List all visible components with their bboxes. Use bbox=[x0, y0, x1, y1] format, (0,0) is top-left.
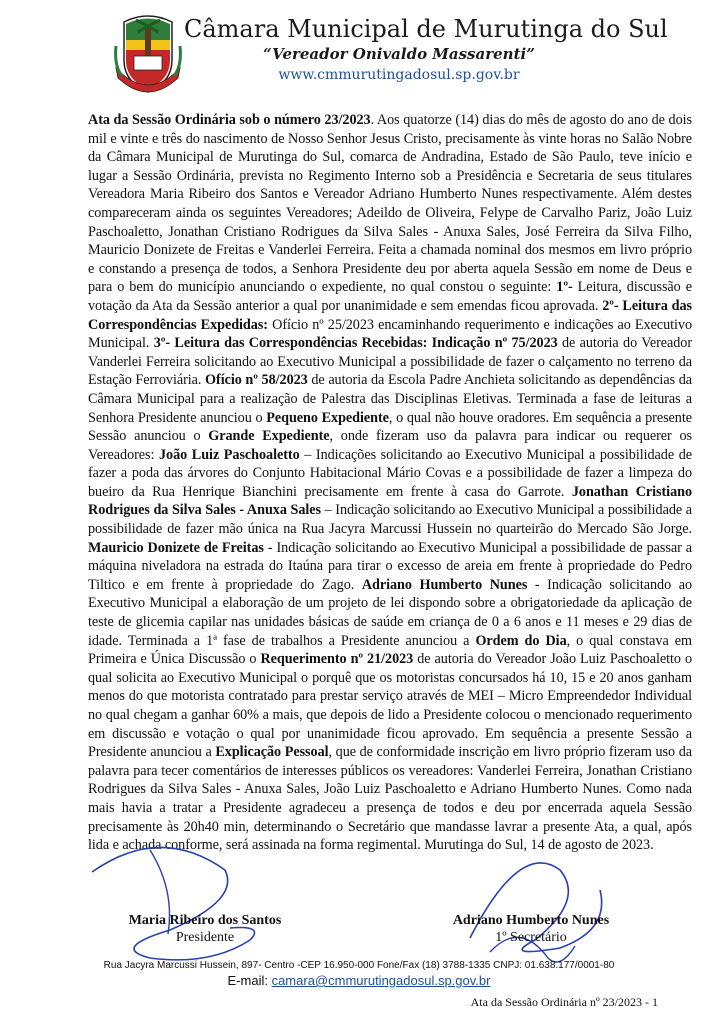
minutes-bold-run: Explicação Pessoal bbox=[215, 744, 329, 761]
minutes-bold-run: Requerimento nº 21/2023 bbox=[260, 651, 414, 668]
footer-address: Rua Jacyra Marcussi Hussein, 897- Centro -CEP 16.950-000 Fone/Fax (18) 3788-1335 CNPJ: 01.638.177/0001-80 bbox=[103, 960, 615, 971]
footer bbox=[0, 960, 718, 988]
signature-name-president: Maria Ribeiro dos Santos bbox=[128, 913, 282, 928]
signature-name-secretary: Adriano Humberto Nunes bbox=[452, 913, 610, 928]
minutes-bold-run: Ofício nº 58/2023 bbox=[205, 372, 308, 389]
minutes-text-run: de autoria da Escola Padre Anchieta solicitando as dependências da Câmara Municipal para a realização de Palestra das Disciplinas Eletivas. Terminada a fase de leituras a Senhora Presidente anunciou o bbox=[88, 372, 692, 426]
footer-email-link[interactable]: camara@cmmurutingadosul.sp.gov.br bbox=[271, 973, 491, 988]
chamber-subtitle: “Vereador Onivaldo Massarenti” bbox=[263, 45, 535, 63]
minutes-bold-run: Mauricio Donizete de Freitas bbox=[88, 539, 264, 556]
minutes-text-run: , o qual não houve oradores. Em sequência a presente Sessão anunciou o bbox=[88, 409, 692, 445]
letterhead bbox=[0, 0, 718, 110]
minutes-bold-run: Grande Expediente bbox=[208, 428, 330, 445]
footer-email-line bbox=[0, 973, 718, 988]
minutes-bold-run: Pequeno Expediente bbox=[266, 409, 389, 426]
signature-role-secretary: 1º Secretário bbox=[495, 930, 567, 945]
minutes-text-run: , o qual constava em Primeira e Única Discussão o bbox=[88, 632, 692, 668]
minutes-bold-run: Jonathan Cristiano Rodrigues da Silva Sales - Anuxa Sales bbox=[88, 483, 692, 519]
minutes-text-run: , onde fizeram uso da palavra para indicar ou requerer os Vereadores: bbox=[88, 428, 693, 463]
minutes-bold-run: Ordem do Dia bbox=[475, 632, 567, 649]
chamber-title: Câmara Municipal de Murutinga do Sul bbox=[184, 15, 668, 43]
minutes-text-run: – Indicação solicitando ao Executivo Municipal a possibilidade a possibilidade de fazer mão única na Rua Jacyra Marcussi Hussein no quarteirão do Mercado São Jorge. bbox=[88, 502, 692, 538]
minutes-text-run: de autoria do Vereador João Luiz Paschoaletto o qual solicita ao Executivo Municipal o porquê que os motoristas concursados há 10, 15 e 20 anos ganham menos do que motorista contratado para prestar serviço através de MEI – Micro Empreendedor Individual no qual chegam a ganhar 60% a mais, que depois de lido a Presidente colocou o mencionado requerimento em discussão e votação o qual por unanimidade ficou aprovado. Em sequência a presente Sessão a Presidente anunciou a bbox=[88, 651, 692, 761]
minutes-text-run: - Indicação solicitando ao Executivo Municipal a possibilidade de passar a máquina niveladora na estrada do Itaúna para tirar o excesso de areia em frente à propriedade do Pedro Tiltico e em frente à propriedade do Zago. bbox=[88, 539, 692, 593]
minutes-body-text bbox=[88, 111, 692, 855]
minutes-text-run: de autoria do Vereador Vanderlei Ferreira solicitando ao Executivo Municipal a possibilidade de fazer o calçamento no terreno da Estação Ferroviária. bbox=[88, 335, 692, 389]
minutes-bold-run: 3º- Leitura das Correspondências Recebidas: Indicação nº 75/2023 bbox=[153, 335, 558, 352]
minutes-text-run: – Indicações solicitando ao Executivo Municipal a possibilidade de fazer a poda das árvores do Conjunto Habitacional Mário Covas e a possibilidade de fazer a limpeza do bueiro da Rua Henrique Bianchini precisamente em frente à casa do Garrote. bbox=[88, 446, 692, 500]
minutes-text-run: , que de conformidade inscrição em livro próprio fizeram uso da palavra para tecer comentários de interesses públicos os vereadores: Vanderlei Ferreira, Jonathan Cristiano Rodrigues da Silva Sales - Anuxa Sales, João Luiz Paschoaletto e Adriano Humberto Nunes. Como nada mais havia a tratar a Presidente agradeceu a presença de todos e deu por encerrada aquela Sessão precisamente às 20h40 min, determinando o Secretário que mandasse lavrar a presente Ata, a qual, após lida e achada conforme, será assinada na forma regimental. Murutinga do Sul, 14 de agosto de 2023. bbox=[88, 744, 692, 854]
minutes-bold-run: Adriano Humberto Nunes bbox=[361, 576, 528, 593]
minutes-bold-run: 1º- bbox=[556, 279, 573, 296]
signature-block-secretary bbox=[416, 912, 646, 946]
minutes-text-run: . Aos quatorze (14) dias do mês de agosto do ano de dois mil e vinte e três do nascimento de Nosso Senhor Jesus Cristo, precisamente às vinte horas no Salão Nobre da Câmara Municipal de Murutinga do Sul, comarca de Andradina, Estado de São Paulo, teve início e lugar a Sessão Ordinária, prevista no Regimento Interno sob a Presidência e Secretaria de seus titulares Vereadora Maria Ribeiro dos Santos e Vereador Adriano Humberto Nunes respectivamente. Além destes compareceram ainda os seguintes Vereadores; Adeildo de Oliveira, Felype de Carvalho Pariz, João Luiz Paschoaletto, Jonathan Cristiano Rodrigues da Silva Sales - Anuxa Sales, José Ferreira da Silva Filho, Mauricio Donizete de Freitas e Vanderlei Ferreira. Feita a chamada nominal dos mesmos em livro próprio e constando a presença de todos, a Senhora Presidente deu por aberta aquela Sessão em nome de Deus e para o bem do município anunciando o expediente, no qual constou o seguinte: bbox=[88, 112, 692, 296]
chamber-website-link[interactable]: www.cmmurutingadosul.sp.gov.br bbox=[278, 67, 520, 83]
municipal-crest-icon bbox=[112, 6, 184, 98]
signature-block-president bbox=[90, 912, 320, 946]
minutes-text-run: - Indicação solicitando ao Executivo Municipal a elaboração de um projeto de lei dispondo sobre a obrigatoriedade da aplicação de teste de glicemia capilar nas unidades básicas de saúde em criança de 0 a 6 anos e 11 meses e 29 dias de idade. Terminada a 1ª fase de trabalhos a Presidente anunciou a bbox=[88, 576, 692, 649]
signature-role-president: Presidente bbox=[175, 930, 235, 945]
minutes-bold-run: Ata da Sessão Ordinária sob o número 23/2023 bbox=[88, 112, 371, 128]
page-reference: Ata da Sessão Ordinária nº 23/2023 - 1 bbox=[470, 995, 658, 1009]
minutes-text-run: Leitura, discussão e votação da Ata da Sessão anterior a qual por unanimidade e sem emendas ficou aprovada. bbox=[88, 279, 692, 314]
minutes-text-run: Ofício nº 25/2023 encaminhando requerimento e indicações ao Executivo Municipal. bbox=[88, 316, 692, 352]
minutes-bold-run: 2º- Leitura das Correspondências Expedidas: bbox=[88, 297, 692, 333]
letterhead-text bbox=[184, 14, 668, 83]
footer-email-label: E-mail: bbox=[227, 973, 272, 988]
minutes-bold-run: João Luiz Paschoaletto bbox=[159, 446, 300, 463]
